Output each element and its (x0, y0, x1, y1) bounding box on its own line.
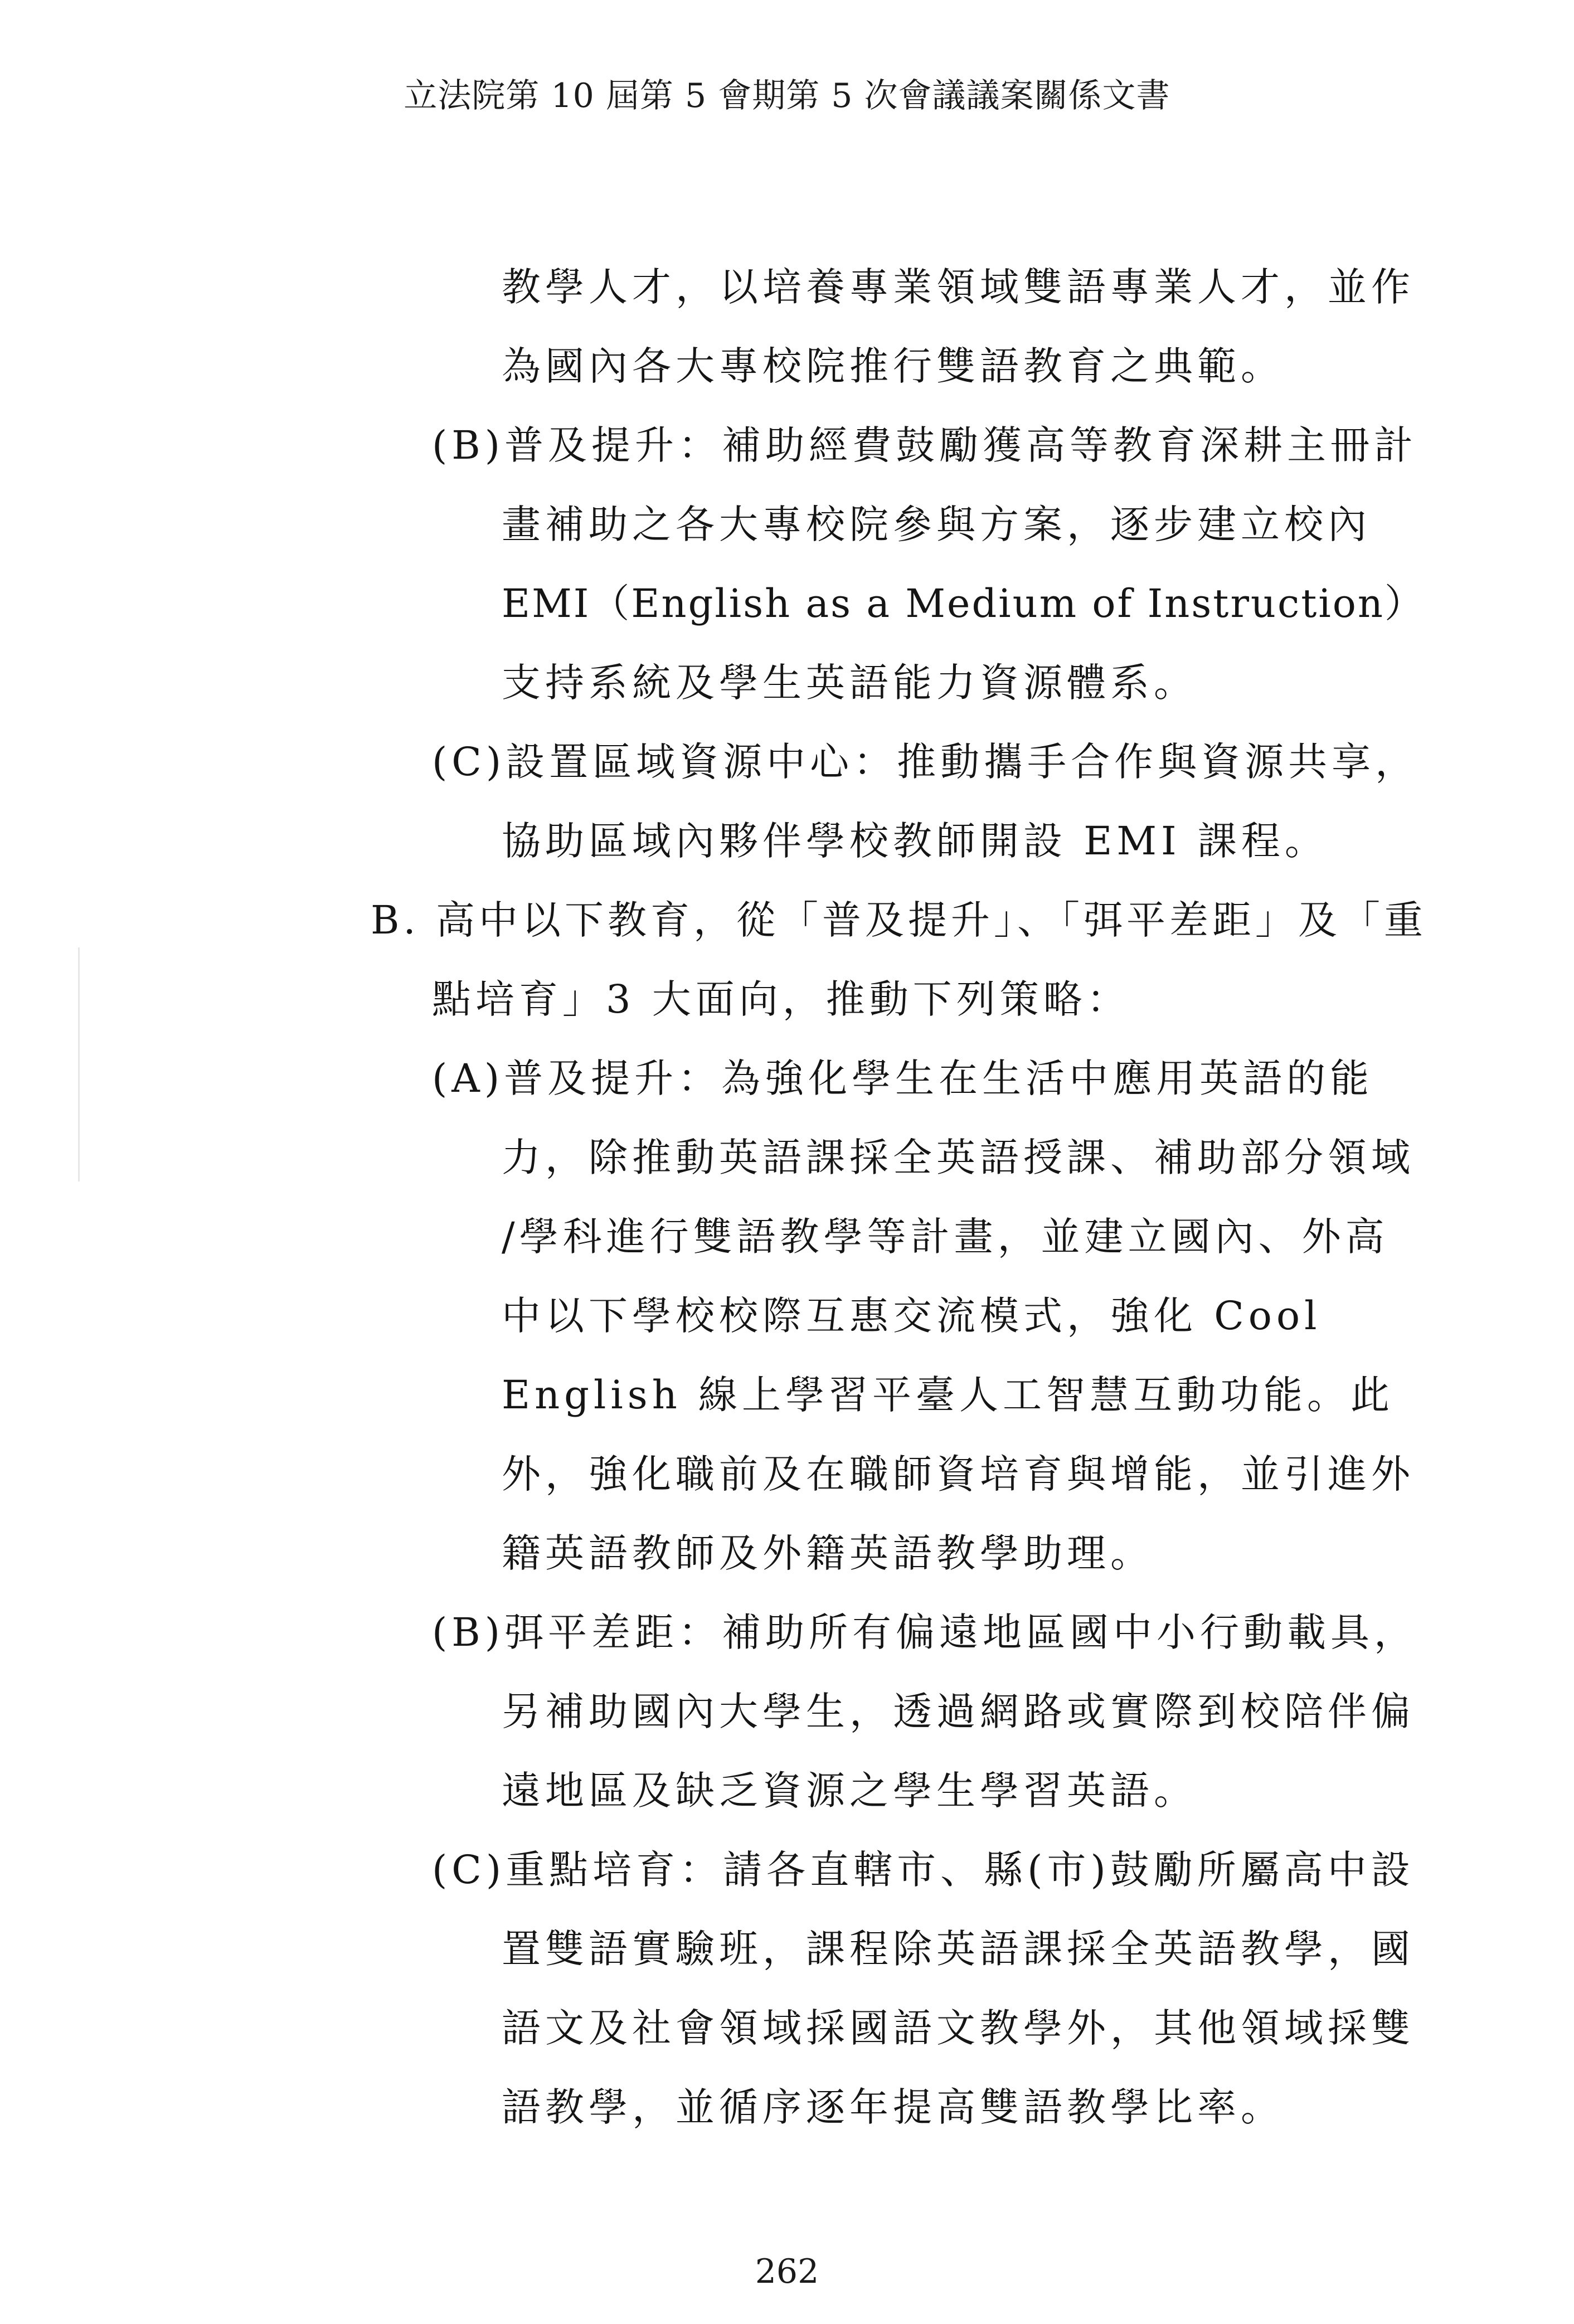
body-line-1: 教學人才，以培養專業領域雙語專業人才，並作 (502, 264, 1415, 310)
body-line-9: B. 高中以下教育，從「普及提升」、「弭平差距」及「重 (371, 897, 1427, 943)
body-line-11: (A)普及提升：為強化學生在生活中應用英語的能 (432, 1056, 1374, 1101)
body-line-6: 支持系統及學生英語能力資源體系。 (502, 660, 1197, 706)
body-line-4: 畫補助之各大專校院參與方案，逐步建立校內 (502, 502, 1371, 547)
body-line-8: 協助區域內夥伴學校教師開設 EMI 課程。 (502, 818, 1328, 864)
body-line-19: 另補助國內大學生，透過網路或實際到校陪伴偏 (502, 1689, 1415, 1734)
page-number: 262 (755, 2252, 819, 2291)
body-line-2: 為國內各大專校院推行雙語教育之典範。 (502, 343, 1284, 389)
body-line-5: EMI（English as a Medium of Instruction） (502, 581, 1425, 626)
body-line-15: English 線上學習平臺人工智慧互動功能。此 (502, 1372, 1395, 1418)
page-header: 立法院第 10 屆第 5 會期第 5 次會議議案關係文書 (404, 76, 1170, 115)
body-line-18: (B)弭平差距：補助所有偏遠地區國中小行動載具， (432, 1610, 1418, 1655)
body-line-24: 語教學，並循序逐年提高雙語教學比率。 (502, 2084, 1284, 2130)
body-line-16: 外，強化職前及在職師資培育與增能，並引進外 (502, 1451, 1415, 1497)
body-line-10: 點培育」3 大面向，推動下列策略： (432, 976, 1130, 1022)
body-line-22: 置雙語實驗班，課程除英語課採全英語教學，國 (502, 1926, 1415, 1972)
scan-margin-mark (78, 947, 80, 1182)
body-line-14: 中以下學校校際互惠交流模式，強化 Cool (502, 1293, 1322, 1339)
body-line-3: (B)普及提升：補助經費鼓勵獲高等教育深耕主冊計 (432, 422, 1418, 468)
body-line-7: (C)設置區域資源中心：推動攜手合作與資源共享， (432, 739, 1419, 785)
body-line-21: (C)重點培育：請各直轄市、縣(市)鼓勵所屬高中設 (432, 1847, 1415, 1893)
body-line-13: /學科進行雙語教學等計畫，並建立國內、外高 (502, 1214, 1389, 1260)
body-line-17: 籍英語教師及外籍英語教學助理。 (502, 1530, 1154, 1576)
body-line-12: 力，除推動英語課採全英語授課、補助部分領域 (502, 1135, 1415, 1180)
body-line-23: 語文及社會領域採國語文教學外，其他領域採雙 (502, 2005, 1415, 2051)
body-line-20: 遠地區及缺乏資源之學生學習英語。 (502, 1768, 1197, 1814)
